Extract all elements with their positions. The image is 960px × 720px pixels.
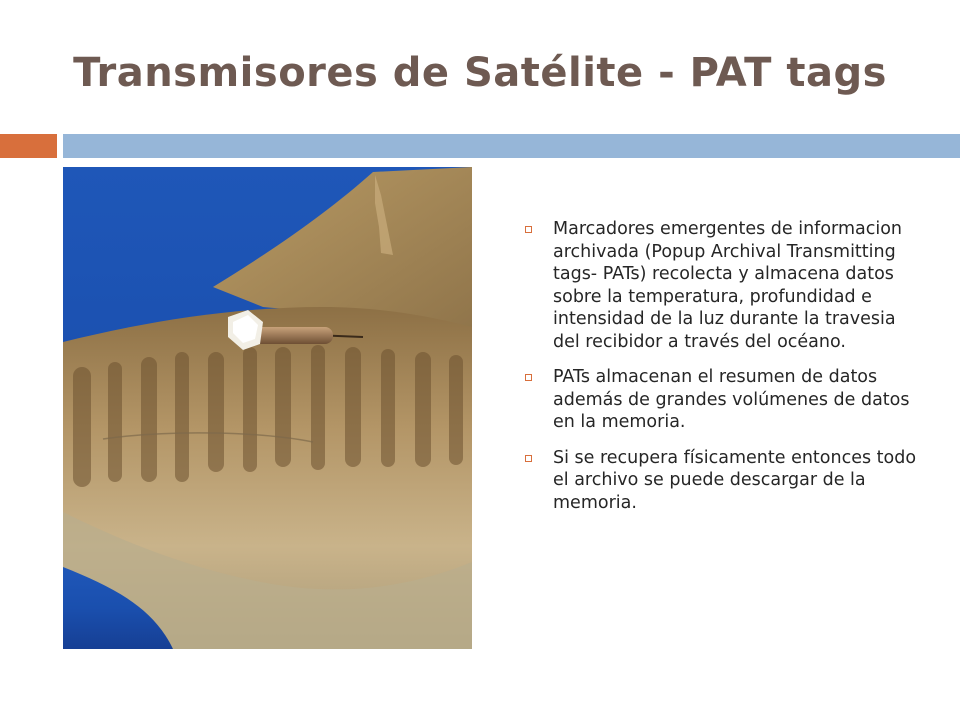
slide-title: Transmisores de Satélite - PAT tags xyxy=(73,50,887,96)
title-accent-bar xyxy=(0,134,57,158)
bullet-item xyxy=(523,218,923,353)
bullet-text: Si se recupera físicamente entonces todo el archivo se puede descargar de la memoria. xyxy=(553,447,917,513)
bullet-square-icon xyxy=(525,226,532,233)
shark-tag-photo xyxy=(63,167,472,649)
bullet-item xyxy=(523,366,923,434)
bullet-text: PATs almacenan el resumen de datos además de grandes volúmenes de datos en la memoria. xyxy=(553,367,910,432)
bullet-square-icon xyxy=(525,455,532,462)
title-divider-bar xyxy=(63,134,960,158)
bullet-item xyxy=(523,447,923,515)
bullet-text: Marcadores emergentes de informacion archivada (Popup Archival Transmitting tags- PATs) recolecta y almacena datos sobre la temperatura, profundidad e intensidad de la luz durante la travesia del recibidor a través del océano. xyxy=(553,219,902,352)
bullet-square-icon xyxy=(525,374,532,381)
bullet-list xyxy=(523,218,923,527)
shark-photo-illustration xyxy=(63,167,472,649)
